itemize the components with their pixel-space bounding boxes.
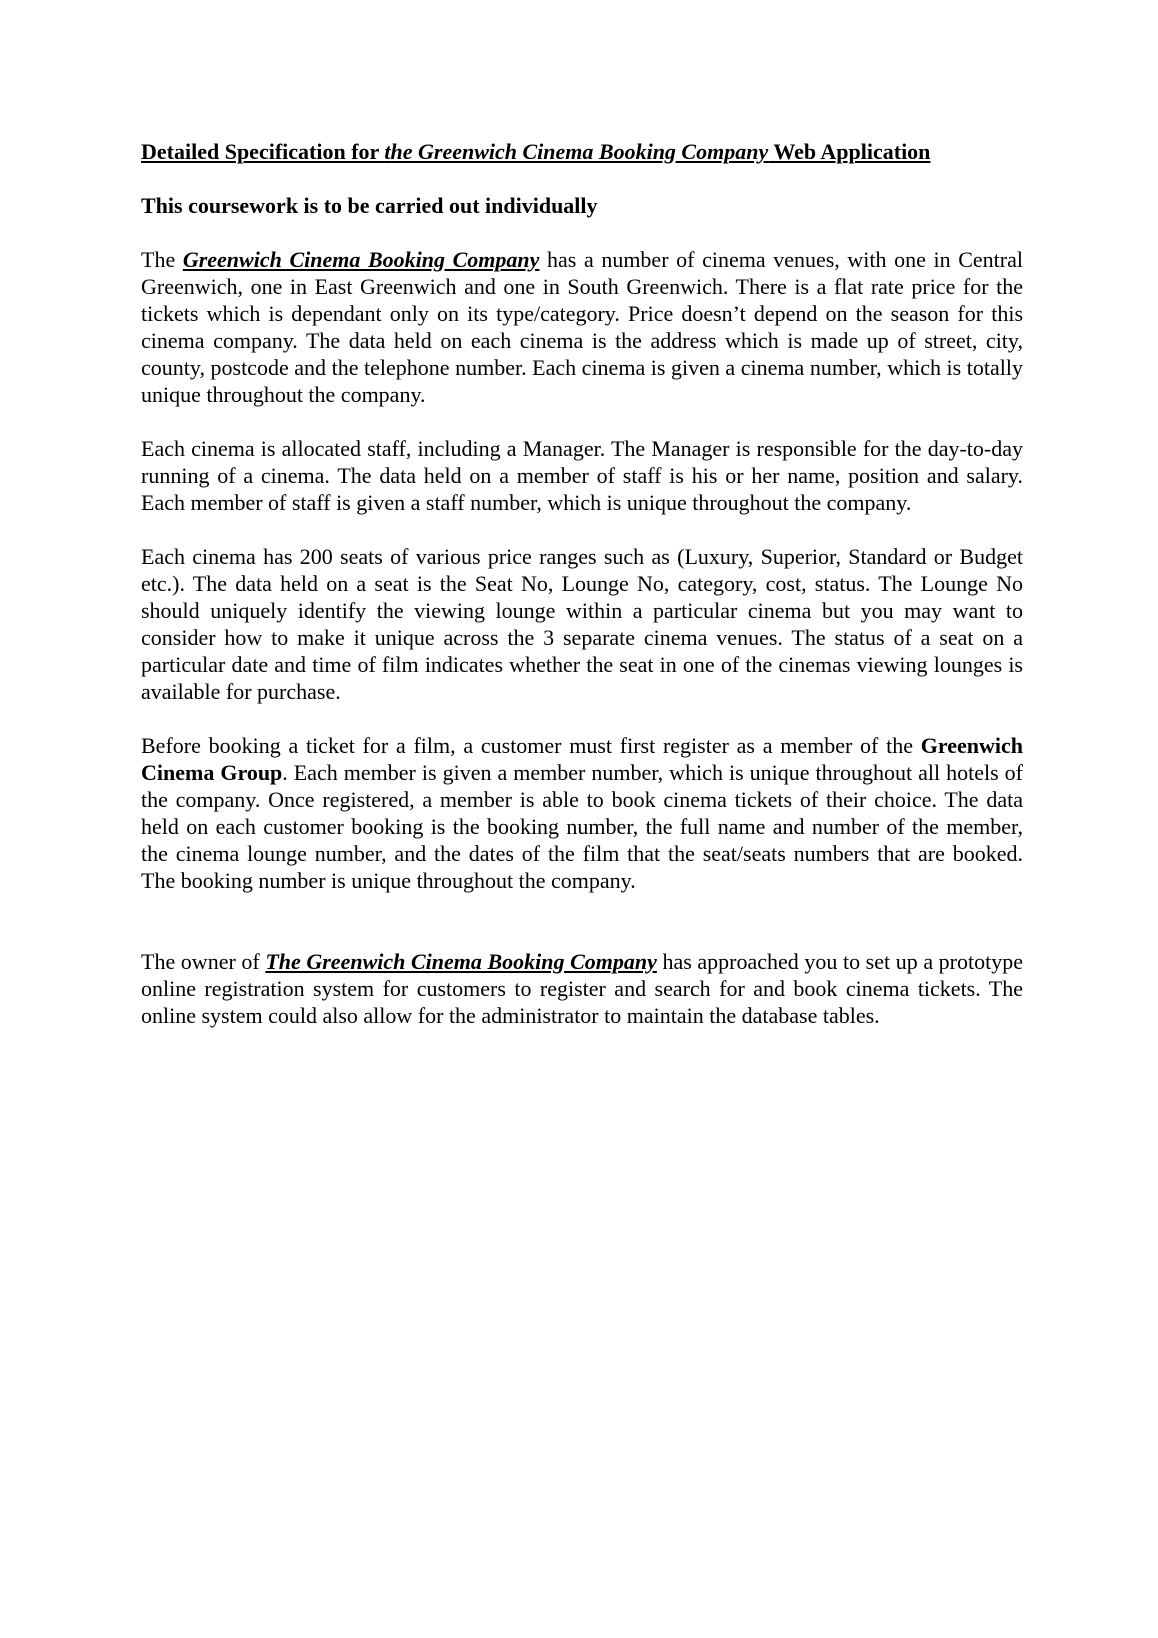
paragraph-booking [141,732,1023,894]
para4-group-name: Greenwich Cinema Group [141,733,1023,785]
title-part-1: Detailed Specification for [141,139,385,164]
para5-lead: The owner of [141,949,266,974]
para4-body: . Each member is given a member number, which is unique throughout all hotels of the company. Once registered, a member is able to book cinema tickets of their choice. The data held on each customer booking is the booking number, the full name and number of the member, the cinema lounge number, and the dates of the film that the seat/seats numbers that are booked. The booking number is unique throughout the company. [141,760,1023,893]
para5-company-name: The Greenwich Cinema Booking Company [265,949,657,974]
document-subtitle: This coursework is to be carried out individually [141,193,598,218]
document-page [141,138,1023,1056]
paragraph-staff: Each cinema is allocated staff, including a Manager. The Manager is responsible for the day-to-day running of a cinema. The data held on a member of staff is his or her name, position and salary. Each member of staff is given a staff number, which is unique throughout the company. [141,436,1023,515]
paragraph-owner [141,948,1023,1029]
para1-lead: The [141,247,183,272]
title-part-3: Web Application [768,139,931,164]
paragraph-seats: Each cinema has 200 seats of various price ranges such as (Luxury, Superior, Standard or Budget etc.). The data held on a seat is the Seat No, Lounge No, category, cost, status. The Lounge No should uniquely identify the viewing lounge within a particular cinema but you may want to consider how to make it unique across the 3 separate cinema venues. The status of a seat on a particular date and time of film indicates whether the seat in one of the cinemas viewing lounges is available for purchase. [141,544,1023,704]
para1-body: has a number of cinema venues, with one in Central Greenwich, one in East Greenwich and one in South Greenwich. There is a flat rate price for the tickets which is dependant only on its type/category. Price doesn’t depend on the season for this cinema company. The data held on each cinema is the address which is made up of street, city, county, postcode and the telephone number. Each cinema is given a cinema number, which is totally unique throughout the company. [141,247,1024,407]
para1-company-name: Greenwich Cinema Booking Company [182,247,540,272]
paragraph-cinemas [141,246,1023,408]
title-company-name: the Greenwich Cinema Booking Company [384,139,769,164]
para5-body: has approached you to set up a prototype online registration system for customers to register and search for and book cinema tickets. The online system could also allow for the administrator to maintain the database tables. [141,949,1023,1028]
document-title [141,138,1023,165]
para4-lead: Before booking a ticket for a film, a customer must first register as a member of the [141,733,921,758]
